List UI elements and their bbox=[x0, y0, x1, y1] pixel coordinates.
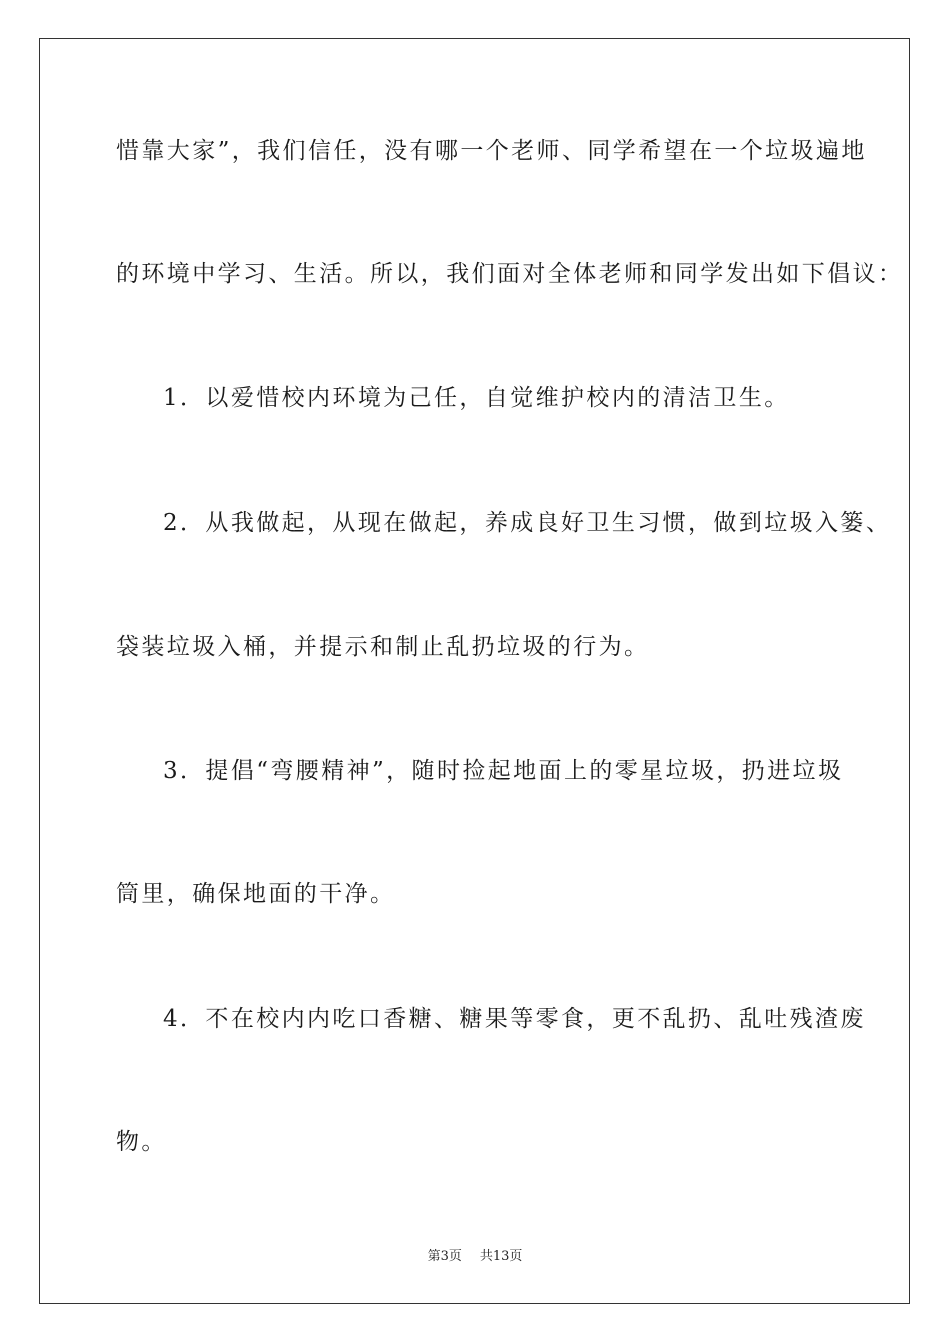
list-item-3-continuation: 筒里，确保地面的干净。 bbox=[116, 881, 396, 907]
list-item-2-continuation: 袋装垃圾入桶，并提示和制止乱扔垃圾的行为。 bbox=[116, 634, 650, 660]
page-number: 第3页 bbox=[427, 1249, 462, 1264]
list-item-2: 2．从我做起，从现在做起，养成良好卫生习惯，做到垃圾入篓、 bbox=[163, 510, 892, 536]
paragraph-line-2: 的环境中学习、生活。所以，我们面对全体老师和同学发出如下倡议： bbox=[116, 261, 904, 287]
list-item-4: 4．不在校内内吃口香糖、糖果等零食，更不乱扔、乱吐残渣废 bbox=[163, 1006, 866, 1032]
page-total: 共13页 bbox=[479, 1249, 523, 1264]
paragraph-line-1: 惜靠大家”，我们信任，没有哪一个老师、同学希望在一个垃圾遍地 bbox=[116, 138, 867, 164]
list-item-4-continuation: 物。 bbox=[116, 1129, 167, 1155]
list-item-1: 1．以爱惜校内环境为己任，自觉维护校内的清洁卫生。 bbox=[163, 385, 790, 411]
page-border bbox=[39, 38, 910, 1304]
page-footer bbox=[0, 1248, 950, 1266]
list-item-3: 3．提倡“弯腰精神”，随时捡起地面上的零星垃圾，扔进垃圾 bbox=[163, 758, 844, 784]
